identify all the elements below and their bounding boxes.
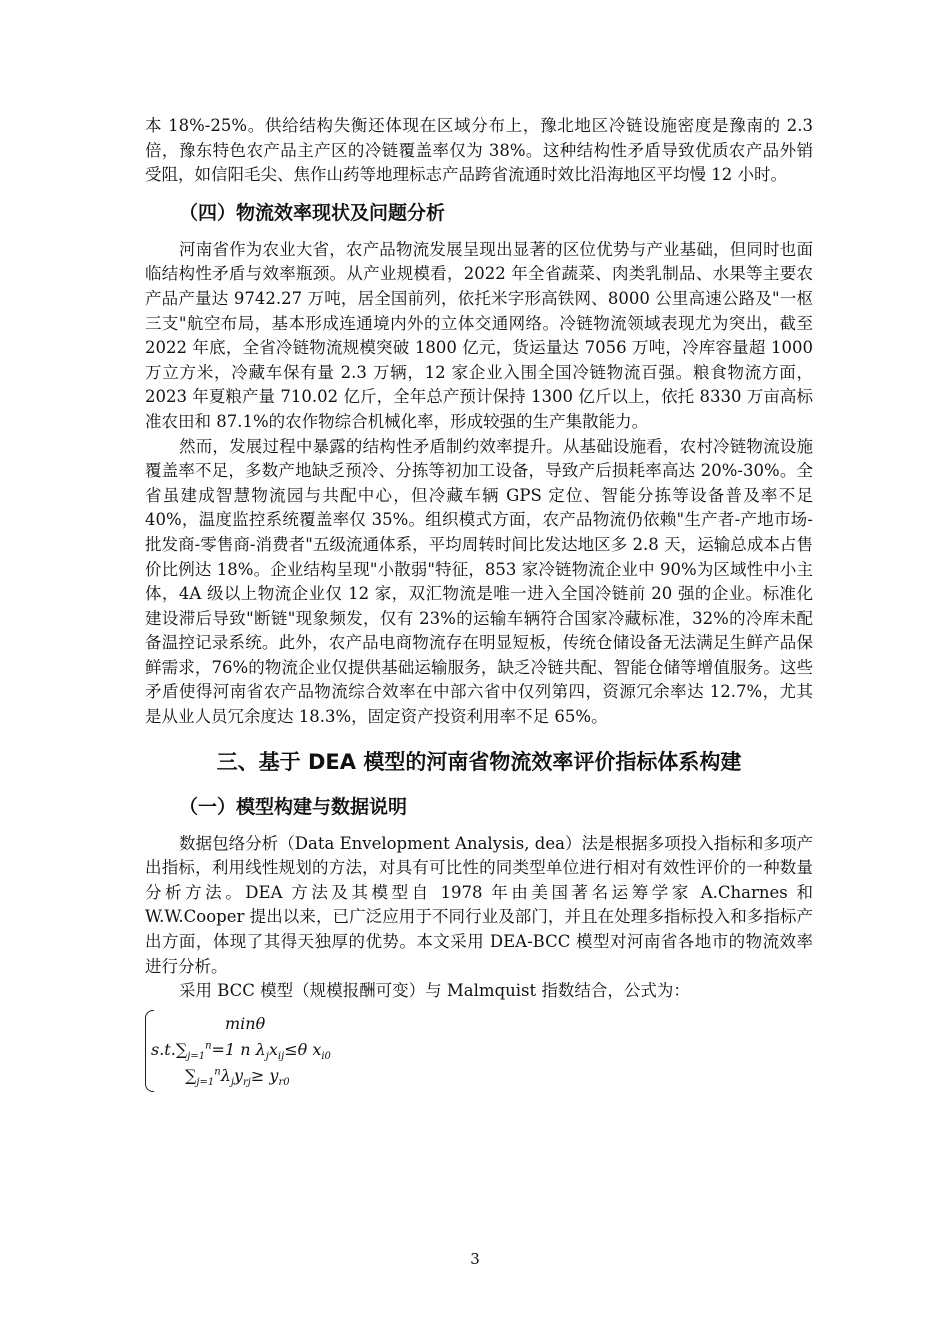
formula-constraint-1: $s.t.\sum_{j=1}^n=1$ n $\lambda_jx_{ij}\le\theta$ $x_{i0}$ — [151, 1039, 331, 1062]
subsection-heading-3-1: （一）模型构建与数据说明 — [179, 795, 408, 818]
paragraph-logistics-status: 河南省作为农业大省，农产品物流发展呈现出显著的区位优势与产业基础，但同时也面临结构性矛盾与效率瓶颈。从产业规模看，2022 年全省蔬菜、肉类乳制品、水果等主要农产品产量达 9742.27 万吨，居全国前列，依托米字形高铁网、8000 公里高速公路及"一枢三支"航空布局，基本形成连通境内外的立体交通网络。冷链物流领域表现尤为突出，截至 2022 年底，全省冷链物流规模突破 1800 亿元，货运量达 7056 万吨，冷库容量超 1000 万立方米，冷藏车保有量 2.3 万辆，12 家企业入围全国冷链物流百强。粮食物流方面，2023 年夏粮产量 710.02 亿斤，全年总产预计保持 1300 亿斤以上，依托 8330 万亩高标准农田和 87.1%的农作物综合机械化率，形成较强的生产集散能力。 — [145, 239, 813, 431]
subsection-heading-4: （四）物流效率现状及问题分析 — [179, 201, 446, 224]
page-number: 3 — [470, 1250, 480, 1268]
paragraph-dea-intro: 数据包络分析（Data Envelopment Analysis, dea）法是根据多项投入指标和多项产出指标，利用线性规划的方法，对具有可比性的同类型单位进行相对有效性评价的一种数量分析方法。DEA 方法及其模型自 1978 年由美国著名运筹学家 A.Charnes 和 W.W.Cooper 提出以来，已广泛应用于不同行业及部门，并且在处理多指标投入和多指标产出方面，体现了其得天独厚的优势。本文采用 DEA-BCC 模型对河南省各地市的物流效率进行分析。 — [145, 833, 813, 976]
paragraph-bcc-formula-intro: 采用 BCC 模型（规模报酬可变）与 Malmquist 指数结合，公式为： — [179, 981, 690, 1001]
paragraph-structural-issues: 然而，发展过程中暴露的结构性矛盾制约效率提升。从基础设施看，农村冷链物流设施覆盖率不足，多数产地缺乏预冷、分拣等初加工设备，导致产后损耗率高达 20%-30%。全省虽建成智慧物流园与共配中心，但冷藏车辆 GPS 定位、智能分拣等设备普及率不足 40%，温度监控系统覆盖率仅 35%。组织模式方面，农产品物流仍依赖"生产者-产地市场-批发商-零售商-消费者"五级流通体系，平均周转时间比发达地区多 2.8 天，运输总成本占售价比例达 18%。企业结构呈现"小散弱"特征，853 家冷链物流企业中 90%为区域性中小主体，4A 级以上物流企业仅 12 家，双汇物流是唯一进入全国冷链前 20 强的企业。标准化建设滞后导致"断链"现象频发，仅有 23%的运输车辆符合国家冷藏标准，32%的冷库未配备温控记录系统。此外，农产品电商物流存在明显短板，传统仓储设备无法满足生鲜产品保鲜需求，76%的物流企业仅提供基础运输服务，缺乏冷链共配、智能仓储等增值服务。这些矛盾使得河南省农产品物流综合效率在中部六省中仅列第四，资源冗余率达 12.7%，尤其是从业人员冗余度达 18.3%，固定资产投资利用率不足 65%。 — [145, 436, 813, 727]
formula-objective: minθ — [225, 1013, 266, 1033]
bcc-formula — [145, 1010, 813, 1092]
paragraph-continuation: 本 18%-25%。供给结构失衡还体现在区域分布上，豫北地区冷链设施密度是豫南的 2.3 倍，豫东特色农产品主产区的冷链覆盖率仅为 38%。这种结构性矛盾导致优质农产品外销受阻，如信阳毛尖、焦作山药等地理标志产品跨省流通时效比沿海地区平均慢 12 小时。 — [145, 116, 813, 185]
formula-constraint-2: $\sum_{j=1}^n\lambda_jy_{rj}\ge y_{r0}$ — [185, 1065, 290, 1088]
section-heading-3: 三、基于 DEA 模型的河南省物流效率评价指标体系构建 — [216, 749, 742, 774]
paper-page — [145, 114, 813, 1092]
